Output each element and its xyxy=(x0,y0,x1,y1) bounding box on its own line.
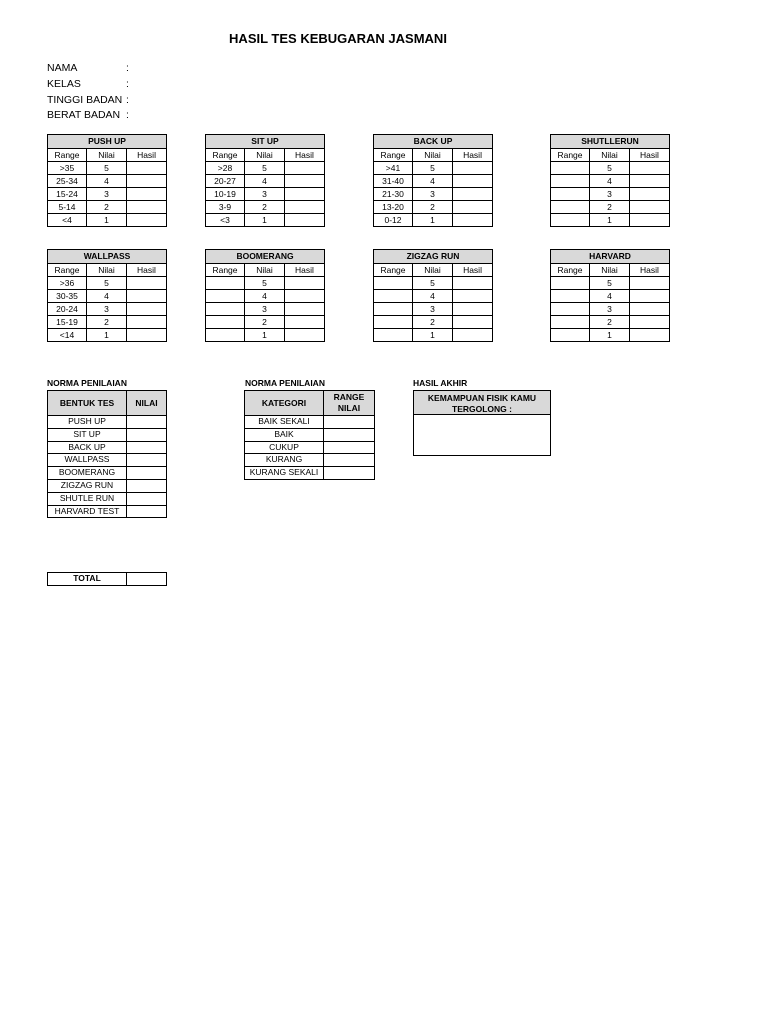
table-row xyxy=(374,290,493,303)
range-cell xyxy=(551,214,590,227)
nilai-cell: 2 xyxy=(245,201,285,214)
value-cell[interactable] xyxy=(127,492,167,505)
nilai-cell: 4 xyxy=(590,175,630,188)
hasil-akhir-answer-area[interactable] xyxy=(414,415,550,453)
table-row xyxy=(551,201,670,214)
boomerang-nilai-header: Nilai xyxy=(245,264,285,277)
table-row xyxy=(48,329,167,342)
value-cell[interactable] xyxy=(324,428,375,441)
range-cell xyxy=(374,290,413,303)
boomerang-hasil-header: Hasil xyxy=(285,264,325,277)
kelas-colon: : xyxy=(126,78,129,90)
nilai-cell: 2 xyxy=(590,316,630,329)
range-cell: >28 xyxy=(206,162,245,175)
table-row xyxy=(374,162,493,175)
nilai-cell: 4 xyxy=(87,175,127,188)
push-up-range-header: Range xyxy=(48,149,87,162)
value-cell[interactable] xyxy=(324,454,375,467)
label-cell: CUKUP xyxy=(245,441,324,454)
range-cell: 15-19 xyxy=(48,316,87,329)
berat-badan-label: BERAT BADAN xyxy=(47,109,121,121)
label-cell: WALLPASS xyxy=(48,454,127,467)
nilai-cell: 4 xyxy=(245,175,285,188)
zigzag-run-table xyxy=(373,249,493,342)
tinggi-badan-label: TINGGI BADAN xyxy=(47,94,123,106)
range-cell xyxy=(551,329,590,342)
table-row xyxy=(551,162,670,175)
nilai-cell: 1 xyxy=(87,214,127,227)
back-up-table xyxy=(373,134,493,227)
harvard-title: HARVARD xyxy=(551,250,670,264)
harvard-nilai-header: Nilai xyxy=(590,264,630,277)
norma-penilaian-label-2: NORMA PENILAIAN xyxy=(245,378,325,388)
table-row xyxy=(551,329,670,342)
range-cell: <4 xyxy=(48,214,87,227)
hasil-cell[interactable] xyxy=(453,188,493,201)
hasil-cell[interactable] xyxy=(630,175,670,188)
sit-up-range-header: Range xyxy=(206,149,245,162)
nilai-cell: 5 xyxy=(590,277,630,290)
table-row xyxy=(374,303,493,316)
shutllerun-nilai-header: Nilai xyxy=(590,149,630,162)
sit-up-hasil-header: Hasil xyxy=(285,149,325,162)
nama-colon: : xyxy=(126,62,129,74)
value-cell[interactable] xyxy=(127,505,167,518)
hasil-cell[interactable] xyxy=(453,214,493,227)
range-cell xyxy=(551,277,590,290)
table-row xyxy=(374,214,493,227)
range-cell: 30-35 xyxy=(48,290,87,303)
hasil-akhir-box xyxy=(413,390,551,456)
boomerang-range-header: Range xyxy=(206,264,245,277)
nilai-cell: 2 xyxy=(413,316,453,329)
shutllerun-title: SHUTLLERUN xyxy=(551,135,670,149)
range-cell: 15-24 xyxy=(48,188,87,201)
range-cell: 3-9 xyxy=(206,201,245,214)
value-cell[interactable] xyxy=(127,479,167,492)
table-row xyxy=(551,277,670,290)
table-row xyxy=(48,175,167,188)
hasil-cell[interactable] xyxy=(127,201,167,214)
range-cell xyxy=(206,277,245,290)
value-cell[interactable] xyxy=(127,454,167,467)
range-cell: 21-30 xyxy=(374,188,413,201)
label-cell: BACK UP xyxy=(48,441,127,454)
range-cell xyxy=(206,316,245,329)
range-cell xyxy=(374,277,413,290)
boomerang-title: BOOMERANG xyxy=(206,250,325,264)
nilai-cell: 3 xyxy=(413,303,453,316)
kemampuan-fisik-heading: KEMAMPUAN FISIK KAMU TERGOLONG : xyxy=(414,391,550,415)
back-up-range-header: Range xyxy=(374,149,413,162)
push-up-title: PUSH UP xyxy=(48,135,167,149)
hasil-cell[interactable] xyxy=(630,329,670,342)
zigzag-run-hasil-header: Hasil xyxy=(453,264,493,277)
hasil-cell[interactable] xyxy=(630,277,670,290)
table-row xyxy=(374,188,493,201)
nilai-cell: 3 xyxy=(245,303,285,316)
nilai-cell: 3 xyxy=(87,303,127,316)
table-row xyxy=(206,277,325,290)
nilai-cell: 5 xyxy=(245,162,285,175)
kelas-label: KELAS xyxy=(47,78,81,90)
norma-bentuk-tes-table xyxy=(47,390,167,518)
hasil-cell[interactable] xyxy=(630,316,670,329)
back-up-hasil-header: Hasil xyxy=(453,149,493,162)
wallpass-hasil-header: Hasil xyxy=(127,264,167,277)
hasil-cell[interactable] xyxy=(453,290,493,303)
hasil-cell[interactable] xyxy=(285,214,325,227)
nilai-cell: 1 xyxy=(87,329,127,342)
hasil-cell[interactable] xyxy=(453,303,493,316)
hasil-cell[interactable] xyxy=(127,162,167,175)
range-cell: 20-27 xyxy=(206,175,245,188)
table-row xyxy=(374,175,493,188)
hasil-cell[interactable] xyxy=(127,316,167,329)
value-cell[interactable] xyxy=(127,416,167,429)
push-up-nilai-header: Nilai xyxy=(87,149,127,162)
range-cell: >35 xyxy=(48,162,87,175)
table-row xyxy=(206,329,325,342)
label-cell: KURANG xyxy=(245,454,324,467)
table-row xyxy=(48,290,167,303)
table-row xyxy=(48,214,167,227)
table-row xyxy=(48,441,167,454)
range-cell xyxy=(551,316,590,329)
nilai-cell: 3 xyxy=(413,188,453,201)
sit-up-title: SIT UP xyxy=(206,135,325,149)
table-row xyxy=(206,201,325,214)
range-cell: 10-19 xyxy=(206,188,245,201)
table-row xyxy=(48,492,167,505)
table-row xyxy=(48,479,167,492)
table-row xyxy=(374,316,493,329)
range-cell xyxy=(551,290,590,303)
wallpass-nilai-header: Nilai xyxy=(87,264,127,277)
range-cell: 13-20 xyxy=(374,201,413,214)
hasil-cell[interactable] xyxy=(630,214,670,227)
hasil-cell[interactable] xyxy=(127,214,167,227)
hasil-cell[interactable] xyxy=(630,290,670,303)
nilai-cell: 3 xyxy=(590,188,630,201)
table-row xyxy=(245,416,375,429)
value-cell[interactable] xyxy=(127,428,167,441)
table-row xyxy=(48,316,167,329)
hasil-cell[interactable] xyxy=(285,175,325,188)
hasil-cell[interactable] xyxy=(285,290,325,303)
total-value-cell[interactable] xyxy=(127,573,167,586)
tinggi-badan-colon: : xyxy=(126,94,129,106)
table-row xyxy=(48,201,167,214)
harvard-range-header: Range xyxy=(551,264,590,277)
nilai-cell: 1 xyxy=(590,214,630,227)
harvard-table xyxy=(550,249,670,342)
table-row xyxy=(245,441,375,454)
nilai-cell: 4 xyxy=(413,290,453,303)
table-row xyxy=(551,303,670,316)
hasil-cell[interactable] xyxy=(630,201,670,214)
range-cell xyxy=(551,162,590,175)
hasil-cell[interactable] xyxy=(285,162,325,175)
hasil-cell[interactable] xyxy=(127,303,167,316)
wallpass-table xyxy=(47,249,167,342)
kategori-header: KATEGORI xyxy=(245,391,324,416)
label-cell: KURANG SEKALI xyxy=(245,467,324,480)
shutllerun-range-header: Range xyxy=(551,149,590,162)
hasil-cell[interactable] xyxy=(630,303,670,316)
harvard-hasil-header: Hasil xyxy=(630,264,670,277)
table-row xyxy=(48,467,167,480)
hasil-cell[interactable] xyxy=(285,329,325,342)
table-row xyxy=(48,162,167,175)
hasil-cell[interactable] xyxy=(127,277,167,290)
range-cell xyxy=(206,290,245,303)
table-row xyxy=(245,467,375,480)
hasil-cell[interactable] xyxy=(127,188,167,201)
table-row xyxy=(48,428,167,441)
hasil-cell[interactable] xyxy=(453,329,493,342)
value-cell[interactable] xyxy=(324,467,375,480)
nilai-cell: 4 xyxy=(590,290,630,303)
hasil-cell[interactable] xyxy=(285,316,325,329)
nilai-cell: 4 xyxy=(245,290,285,303)
range-cell xyxy=(374,303,413,316)
push-up-table xyxy=(47,134,167,227)
range-cell: 31-40 xyxy=(374,175,413,188)
hasil-cell[interactable] xyxy=(127,175,167,188)
hasil-cell[interactable] xyxy=(285,188,325,201)
nilai-cell: 3 xyxy=(590,303,630,316)
wallpass-title: WALLPASS xyxy=(48,250,167,264)
table-row xyxy=(48,303,167,316)
table-row xyxy=(551,290,670,303)
page-title: HASIL TES KEBUGARAN JASMANI xyxy=(229,31,447,46)
hasil-akhir-label: HASIL AKHIR xyxy=(413,378,468,388)
nilai-cell: 3 xyxy=(87,188,127,201)
range-cell: <3 xyxy=(206,214,245,227)
hasil-cell[interactable] xyxy=(453,162,493,175)
range-cell xyxy=(551,175,590,188)
nilai-cell: 5 xyxy=(413,162,453,175)
hasil-cell[interactable] xyxy=(453,175,493,188)
nilai-cell: 5 xyxy=(413,277,453,290)
nilai-cell: 5 xyxy=(245,277,285,290)
table-row xyxy=(48,188,167,201)
range-cell xyxy=(374,329,413,342)
nilai-cell: 2 xyxy=(87,316,127,329)
table-row xyxy=(206,162,325,175)
nilai-cell: 1 xyxy=(413,329,453,342)
table-row xyxy=(551,316,670,329)
wallpass-range-header: Range xyxy=(48,264,87,277)
range-cell: 20-24 xyxy=(48,303,87,316)
hasil-cell[interactable] xyxy=(285,277,325,290)
bentuk-tes-header: BENTUK TES xyxy=(48,391,127,416)
norma-kategori-table xyxy=(244,390,375,480)
nilai-cell: 1 xyxy=(413,214,453,227)
nilai-cell: 5 xyxy=(87,162,127,175)
total-label: TOTAL xyxy=(48,573,127,586)
table-row xyxy=(551,214,670,227)
table-row xyxy=(245,428,375,441)
hasil-cell[interactable] xyxy=(453,201,493,214)
berat-badan-colon: : xyxy=(126,109,129,121)
hasil-cell[interactable] xyxy=(630,162,670,175)
nilai-cell: 2 xyxy=(413,201,453,214)
zigzag-run-title: ZIGZAG RUN xyxy=(374,250,493,264)
table-row xyxy=(374,277,493,290)
value-cell[interactable] xyxy=(324,441,375,454)
nilai-cell: 2 xyxy=(590,201,630,214)
boomerang-table xyxy=(205,249,325,342)
label-cell: ZIGZAG RUN xyxy=(48,479,127,492)
hasil-cell[interactable] xyxy=(285,201,325,214)
table-row xyxy=(48,505,167,518)
back-up-title: BACK UP xyxy=(374,135,493,149)
table-row xyxy=(206,290,325,303)
range-cell: >36 xyxy=(48,277,87,290)
table-row xyxy=(206,188,325,201)
hasil-cell[interactable] xyxy=(285,303,325,316)
range-cell: <14 xyxy=(48,329,87,342)
table-row xyxy=(206,175,325,188)
nilai-cell: 1 xyxy=(590,329,630,342)
value-cell[interactable] xyxy=(127,441,167,454)
hasil-cell[interactable] xyxy=(453,277,493,290)
nilai-cell: 5 xyxy=(590,162,630,175)
table-row xyxy=(48,454,167,467)
label-cell: BAIK SEKALI xyxy=(245,416,324,429)
label-cell: PUSH UP xyxy=(48,416,127,429)
label-cell: BAIK xyxy=(245,428,324,441)
table-row xyxy=(374,329,493,342)
shutllerun-hasil-header: Hasil xyxy=(630,149,670,162)
nilai-cell: 3 xyxy=(245,188,285,201)
nilai-cell: 1 xyxy=(245,214,285,227)
label-cell: BOOMERANG xyxy=(48,467,127,480)
hasil-cell[interactable] xyxy=(453,316,493,329)
table-row xyxy=(245,454,375,467)
nilai-cell: 5 xyxy=(87,277,127,290)
range-cell: 5-14 xyxy=(48,201,87,214)
table-row xyxy=(48,277,167,290)
range-cell xyxy=(551,201,590,214)
push-up-hasil-header: Hasil xyxy=(127,149,167,162)
back-up-nilai-header: Nilai xyxy=(413,149,453,162)
label-cell: SHUTLE RUN xyxy=(48,492,127,505)
table-row xyxy=(206,316,325,329)
range-cell xyxy=(551,188,590,201)
table-row xyxy=(551,175,670,188)
total-table xyxy=(47,572,167,586)
value-cell[interactable] xyxy=(324,416,375,429)
range-cell xyxy=(206,303,245,316)
range-cell xyxy=(206,329,245,342)
range-cell xyxy=(551,303,590,316)
zigzag-run-nilai-header: Nilai xyxy=(413,264,453,277)
range-nilai-header: RANGE NILAI xyxy=(324,391,375,416)
hasil-cell[interactable] xyxy=(127,329,167,342)
label-cell: SIT UP xyxy=(48,428,127,441)
table-row xyxy=(374,201,493,214)
hasil-cell[interactable] xyxy=(630,188,670,201)
nilai-cell: 2 xyxy=(87,201,127,214)
range-cell xyxy=(374,316,413,329)
range-cell: 25-34 xyxy=(48,175,87,188)
hasil-cell[interactable] xyxy=(127,290,167,303)
table-row xyxy=(551,188,670,201)
nilai-cell: 4 xyxy=(413,175,453,188)
range-cell: 0-12 xyxy=(374,214,413,227)
label-cell: HARVARD TEST xyxy=(48,505,127,518)
nilai-cell: 2 xyxy=(245,316,285,329)
norma-penilaian-label-1: NORMA PENILAIAN xyxy=(47,378,127,388)
table-row xyxy=(206,214,325,227)
zigzag-run-range-header: Range xyxy=(374,264,413,277)
range-cell: >41 xyxy=(374,162,413,175)
nilai-header: NILAI xyxy=(127,391,167,416)
value-cell[interactable] xyxy=(127,467,167,480)
nilai-cell: 4 xyxy=(87,290,127,303)
table-row xyxy=(48,416,167,429)
sit-up-nilai-header: Nilai xyxy=(245,149,285,162)
shutllerun-table xyxy=(550,134,670,227)
sit-up-table xyxy=(205,134,325,227)
nama-label: NAMA xyxy=(47,62,78,74)
nilai-cell: 1 xyxy=(245,329,285,342)
table-row xyxy=(206,303,325,316)
